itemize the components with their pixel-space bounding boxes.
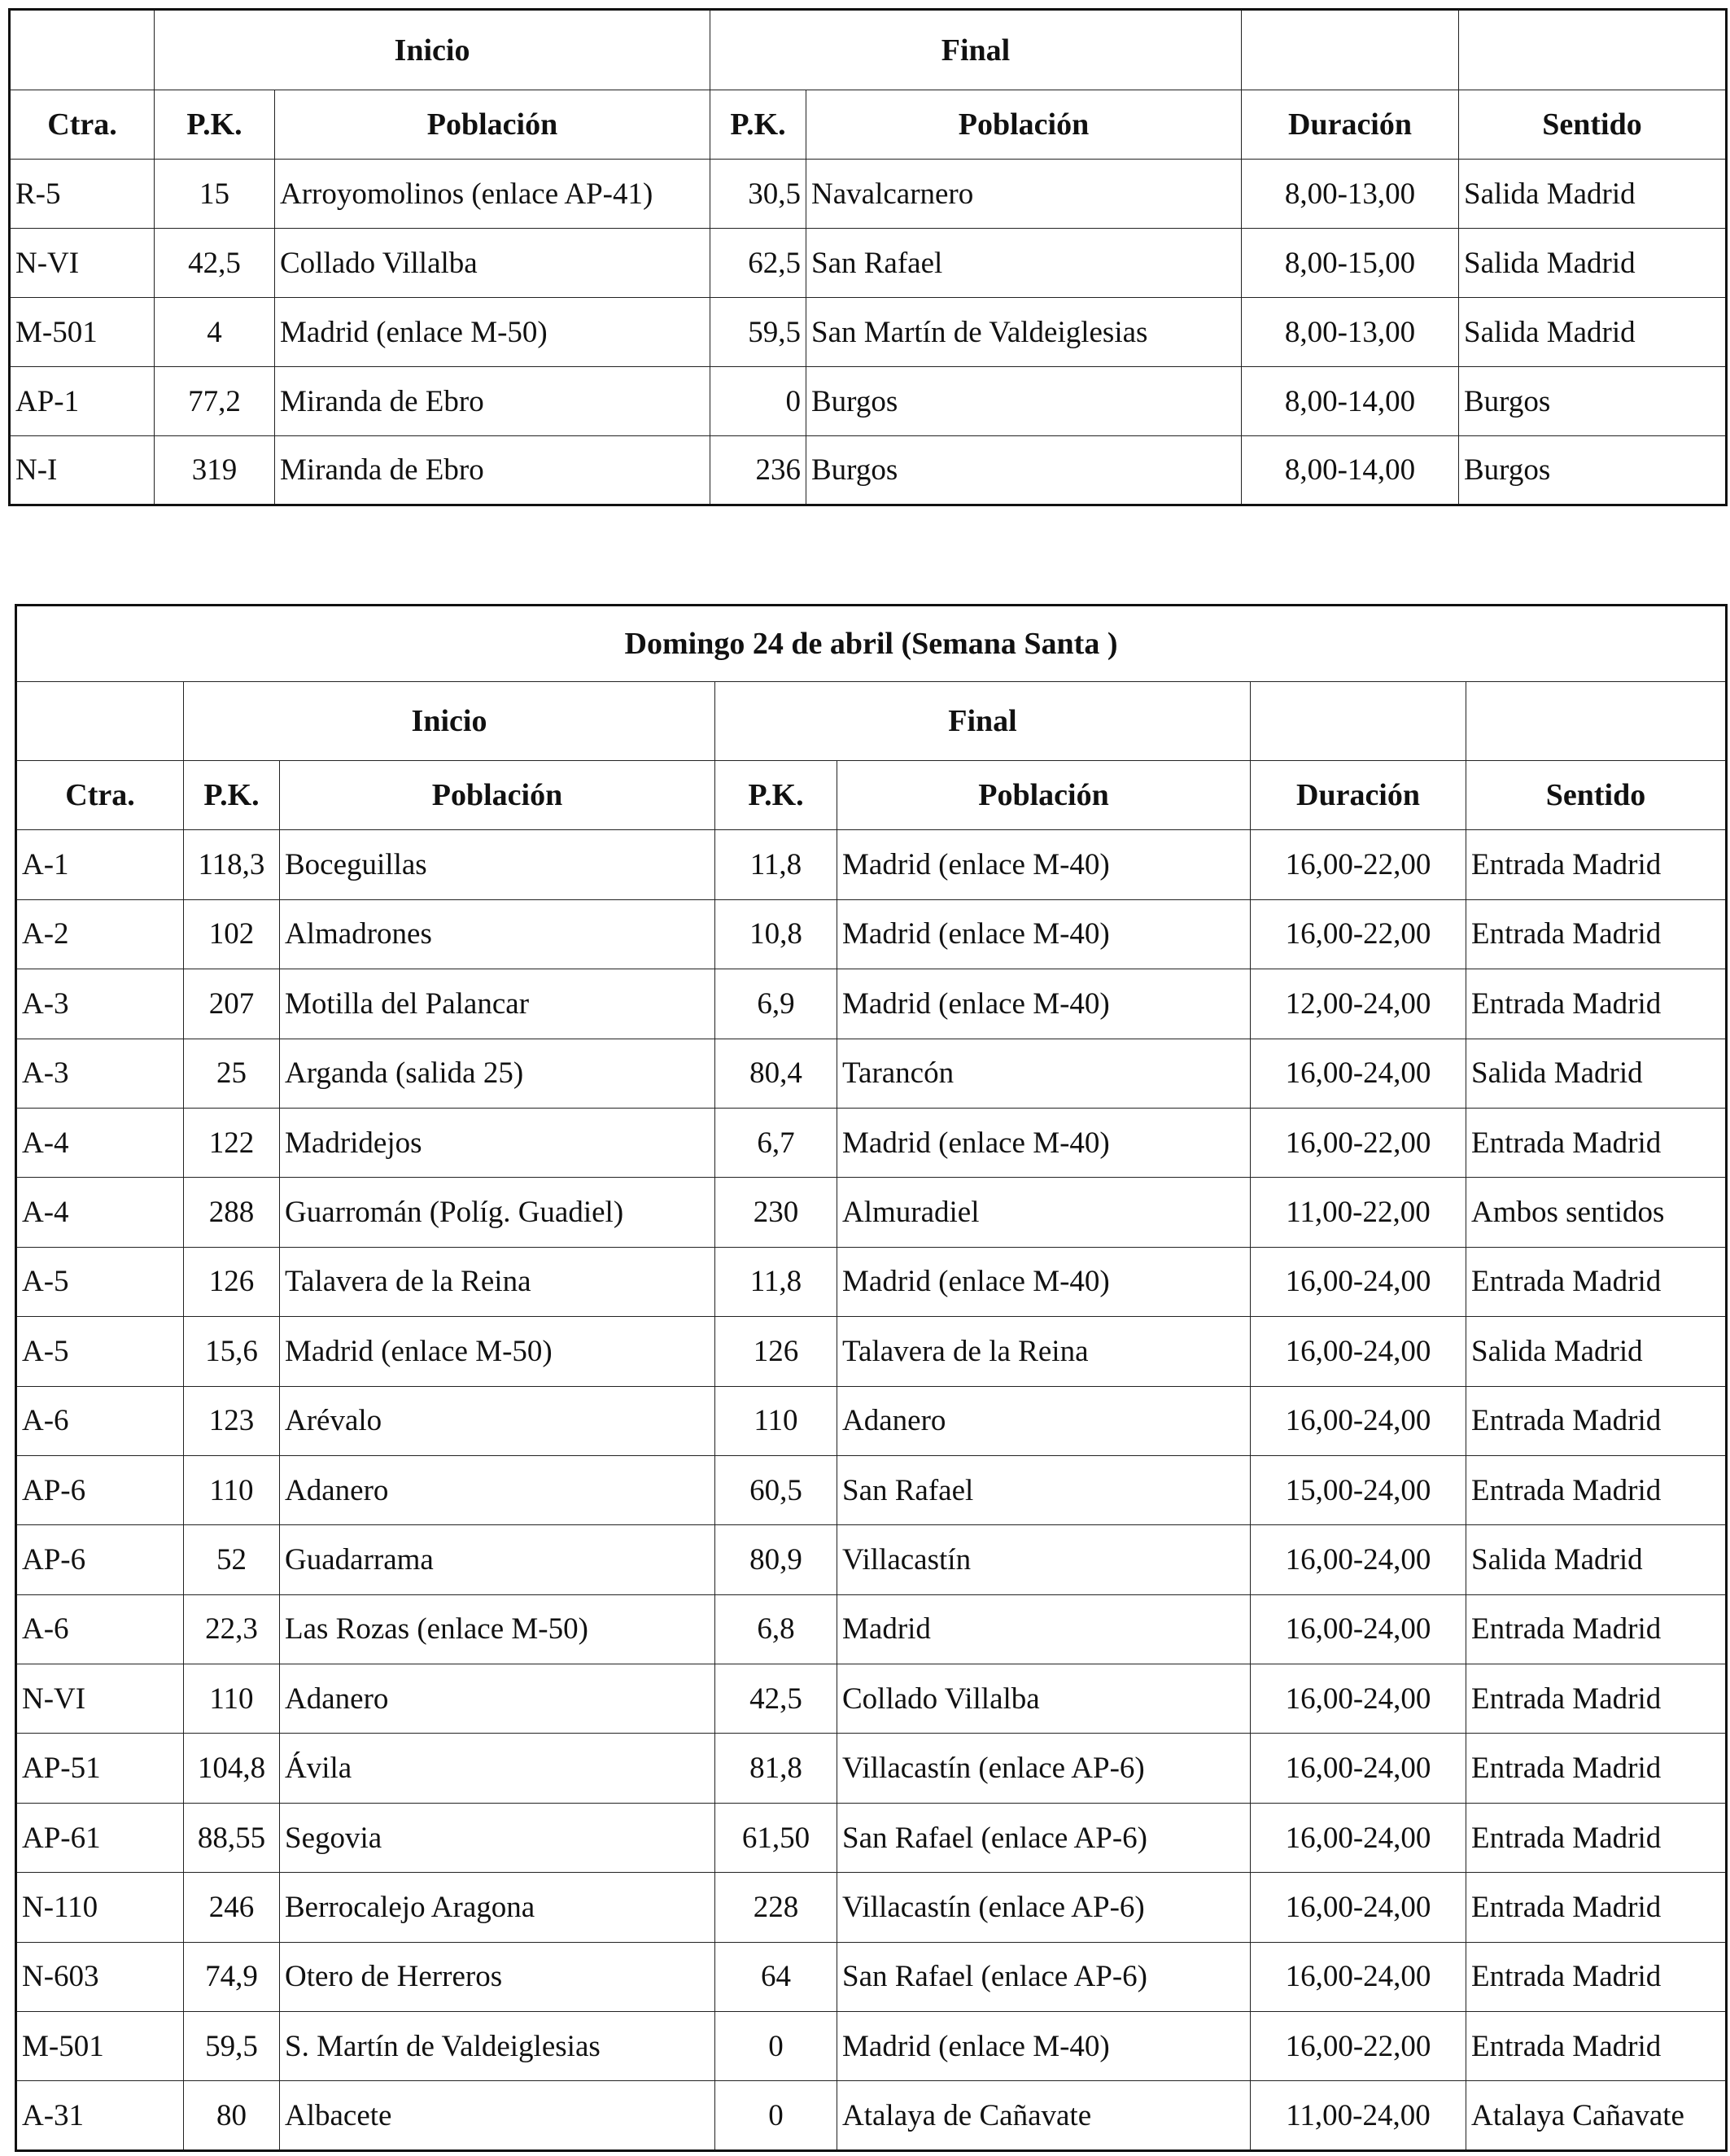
cell-pk-final: 228 (715, 1873, 837, 1942)
cell-duracion: 16,00-24,00 (1251, 1942, 1466, 2011)
cell-pk-final: 11,8 (715, 830, 837, 899)
cell-poblacion-final: Madrid (enlace M-40) (837, 1108, 1251, 1177)
empty-header-cell (16, 682, 184, 761)
cell-poblacion-final: Villacastín (enlace AP-6) (837, 1734, 1251, 1803)
column-header-sentido: Sentido (1466, 761, 1727, 830)
table-row (16, 1942, 1727, 2011)
cell-pk-inicio: 102 (184, 899, 280, 969)
cell-pk-final: 80,4 (715, 1039, 837, 1108)
cell-poblacion-inicio: S. Martín de Valdeiglesias (280, 2012, 715, 2081)
column-header-duracion: Duración (1242, 90, 1459, 160)
cell-pk-inicio: 74,9 (184, 1942, 280, 2011)
group-header-inicio: Inicio (155, 10, 710, 90)
table-title-row (16, 606, 1727, 682)
column-header-ctra: Ctra. (16, 761, 184, 830)
group-header-row (16, 682, 1727, 761)
cell-pk-final: 30,5 (710, 160, 806, 229)
table-row (16, 969, 1727, 1039)
column-header-row (16, 761, 1727, 830)
cell-ctra: AP-1 (10, 367, 155, 436)
cell-pk-inicio: 15,6 (184, 1317, 280, 1386)
empty-header-cell (1251, 682, 1466, 761)
cell-poblacion-inicio: Guarromán (Políg. Guadiel) (280, 1178, 715, 1247)
cell-poblacion-inicio: Adanero (280, 1664, 715, 1734)
table-2-body (16, 830, 1727, 2150)
table-title: Domingo 24 de abril (Semana Santa ) (16, 606, 1727, 682)
column-header-pk-inicio: P.K. (184, 761, 280, 830)
cell-poblacion-inicio: Miranda de Ebro (275, 436, 710, 505)
cell-pk-inicio: 288 (184, 1178, 280, 1247)
cell-duracion: 8,00-13,00 (1242, 160, 1459, 229)
cell-poblacion-final: San Rafael (837, 1455, 1251, 1524)
cell-sentido: Entrada Madrid (1466, 899, 1727, 969)
cell-pk-inicio: 118,3 (184, 830, 280, 899)
column-header-poblacion-final: Población (837, 761, 1251, 830)
cell-pk-inicio: 59,5 (184, 2012, 280, 2081)
cell-pk-final: 126 (715, 1317, 837, 1386)
cell-pk-inicio: 207 (184, 969, 280, 1039)
table-row (16, 1178, 1727, 1247)
empty-header-cell (1459, 10, 1727, 90)
cell-poblacion-inicio: Madridejos (280, 1108, 715, 1177)
cell-poblacion-final: Madrid (enlace M-40) (837, 1247, 1251, 1316)
cell-sentido: Salida Madrid (1459, 229, 1727, 298)
cell-ctra: A-31 (16, 2081, 184, 2150)
cell-poblacion-inicio: Almadrones (280, 899, 715, 969)
cell-pk-final: 0 (710, 367, 806, 436)
cell-duracion: 16,00-24,00 (1251, 1525, 1466, 1594)
table-row (10, 367, 1727, 436)
cell-pk-inicio: 42,5 (155, 229, 275, 298)
cell-ctra: A-3 (16, 1039, 184, 1108)
cell-pk-inicio: 88,55 (184, 1803, 280, 1872)
empty-header-cell (1242, 10, 1459, 90)
cell-sentido: Entrada Madrid (1466, 969, 1727, 1039)
cell-poblacion-final: Talavera de la Reina (837, 1317, 1251, 1386)
cell-poblacion-inicio: Las Rozas (enlace M-50) (280, 1594, 715, 1664)
cell-duracion: 16,00-24,00 (1251, 1664, 1466, 1734)
cell-ctra: M-501 (16, 2012, 184, 2081)
cell-duracion: 16,00-24,00 (1251, 1039, 1466, 1108)
cell-pk-inicio: 80 (184, 2081, 280, 2150)
cell-sentido: Entrada Madrid (1466, 1734, 1727, 1803)
cell-duracion: 8,00-14,00 (1242, 436, 1459, 505)
cell-ctra: N-VI (10, 229, 155, 298)
cell-poblacion-final: Tarancón (837, 1039, 1251, 1108)
cell-ctra: A-5 (16, 1247, 184, 1316)
cell-poblacion-inicio: Arroyomolinos (enlace AP-41) (275, 160, 710, 229)
cell-pk-inicio: 110 (184, 1455, 280, 1524)
cell-pk-final: 236 (710, 436, 806, 505)
column-header-poblacion-final: Población (806, 90, 1242, 160)
table-row (16, 1455, 1727, 1524)
table-row (16, 2081, 1727, 2150)
cell-duracion: 11,00-22,00 (1251, 1178, 1466, 1247)
column-header-poblacion-inicio: Población (275, 90, 710, 160)
cell-ctra: A-1 (16, 830, 184, 899)
cell-poblacion-inicio: Collado Villalba (275, 229, 710, 298)
cell-poblacion-inicio: Berrocalejo Aragona (280, 1873, 715, 1942)
cell-poblacion-inicio: Guadarrama (280, 1525, 715, 1594)
cell-poblacion-final: Madrid (enlace M-40) (837, 2012, 1251, 2081)
cell-pk-final: 80,9 (715, 1525, 837, 1594)
table-row (16, 2012, 1727, 2081)
cell-poblacion-final: Madrid (enlace M-40) (837, 899, 1251, 969)
cell-ctra: AP-61 (16, 1803, 184, 1872)
table-row (16, 1664, 1727, 1734)
cell-pk-inicio: 15 (155, 160, 275, 229)
cell-duracion: 16,00-24,00 (1251, 1317, 1466, 1386)
cell-pk-final: 59,5 (710, 298, 806, 367)
cell-poblacion-inicio: Adanero (280, 1455, 715, 1524)
cell-ctra: N-603 (16, 1942, 184, 2011)
cell-pk-final: 0 (715, 2081, 837, 2150)
cell-sentido: Salida Madrid (1466, 1317, 1727, 1386)
cell-poblacion-inicio: Arévalo (280, 1386, 715, 1455)
cell-poblacion-final: San Rafael (enlace AP-6) (837, 1942, 1251, 2011)
cell-sentido: Entrada Madrid (1466, 1803, 1727, 1872)
cell-sentido: Entrada Madrid (1466, 1386, 1727, 1455)
column-header-pk-inicio: P.K. (155, 90, 275, 160)
cell-ctra: AP-6 (16, 1455, 184, 1524)
cell-sentido: Ambos sentidos (1466, 1178, 1727, 1247)
table-row (10, 436, 1727, 505)
cell-pk-final: 64 (715, 1942, 837, 2011)
group-header-final: Final (710, 10, 1242, 90)
cell-poblacion-final: Navalcarnero (806, 160, 1242, 229)
cell-duracion: 11,00-24,00 (1251, 2081, 1466, 2150)
closures-table-2 (15, 604, 1728, 2152)
cell-poblacion-final: Adanero (837, 1386, 1251, 1455)
cell-ctra: A-4 (16, 1178, 184, 1247)
cell-duracion: 16,00-24,00 (1251, 1247, 1466, 1316)
cell-sentido: Salida Madrid (1459, 160, 1727, 229)
cell-poblacion-final: Atalaya de Cañavate (837, 2081, 1251, 2150)
cell-duracion: 16,00-24,00 (1251, 1803, 1466, 1872)
cell-sentido: Entrada Madrid (1466, 1594, 1727, 1664)
group-header-row (10, 10, 1727, 90)
cell-duracion: 16,00-24,00 (1251, 1386, 1466, 1455)
table-row (16, 830, 1727, 899)
table-row (16, 1525, 1727, 1594)
table-row (16, 1594, 1727, 1664)
cell-sentido: Entrada Madrid (1466, 1942, 1727, 2011)
table-row (16, 1317, 1727, 1386)
column-header-sentido: Sentido (1459, 90, 1727, 160)
cell-poblacion-final: Madrid (enlace M-40) (837, 969, 1251, 1039)
table-row (16, 1108, 1727, 1177)
cell-pk-final: 62,5 (710, 229, 806, 298)
cell-pk-final: 110 (715, 1386, 837, 1455)
cell-duracion: 16,00-24,00 (1251, 1734, 1466, 1803)
cell-poblacion-final: Almuradiel (837, 1178, 1251, 1247)
cell-pk-final: 11,8 (715, 1247, 837, 1316)
table-row (10, 298, 1727, 367)
column-header-pk-final: P.K. (710, 90, 806, 160)
cell-poblacion-final: Burgos (806, 367, 1242, 436)
closures-table-1 (8, 8, 1728, 506)
cell-ctra: A-6 (16, 1594, 184, 1664)
column-header-poblacion-inicio: Población (280, 761, 715, 830)
cell-poblacion-inicio: Segovia (280, 1803, 715, 1872)
cell-sentido: Salida Madrid (1466, 1039, 1727, 1108)
table-row (10, 160, 1727, 229)
cell-ctra: AP-6 (16, 1525, 184, 1594)
table-row (16, 1734, 1727, 1803)
cell-pk-inicio: 52 (184, 1525, 280, 1594)
cell-pk-final: 6,8 (715, 1594, 837, 1664)
empty-header-cell (1466, 682, 1727, 761)
cell-pk-final: 60,5 (715, 1455, 837, 1524)
cell-ctra: A-3 (16, 969, 184, 1039)
cell-poblacion-final: San Rafael (enlace AP-6) (837, 1803, 1251, 1872)
cell-ctra: N-VI (16, 1664, 184, 1734)
table-row (10, 229, 1727, 298)
cell-sentido: Salida Madrid (1466, 1525, 1727, 1594)
cell-pk-inicio: 77,2 (155, 367, 275, 436)
cell-pk-inicio: 319 (155, 436, 275, 505)
cell-pk-inicio: 110 (184, 1664, 280, 1734)
cell-pk-inicio: 126 (184, 1247, 280, 1316)
column-header-pk-final: P.K. (715, 761, 837, 830)
cell-pk-inicio: 25 (184, 1039, 280, 1108)
cell-duracion: 8,00-14,00 (1242, 367, 1459, 436)
cell-ctra: A-5 (16, 1317, 184, 1386)
cell-poblacion-inicio: Arganda (salida 25) (280, 1039, 715, 1108)
column-header-row (10, 90, 1727, 160)
column-header-ctra: Ctra. (10, 90, 155, 160)
cell-poblacion-final: Madrid (enlace M-40) (837, 830, 1251, 899)
cell-pk-inicio: 123 (184, 1386, 280, 1455)
cell-pk-final: 6,9 (715, 969, 837, 1039)
cell-pk-final: 42,5 (715, 1664, 837, 1734)
cell-sentido: Atalaya Cañavate (1466, 2081, 1727, 2150)
cell-pk-inicio: 4 (155, 298, 275, 367)
cell-ctra: R-5 (10, 160, 155, 229)
cell-poblacion-inicio: Motilla del Palancar (280, 969, 715, 1039)
cell-poblacion-inicio: Miranda de Ebro (275, 367, 710, 436)
cell-poblacion-inicio: Talavera de la Reina (280, 1247, 715, 1316)
cell-pk-final: 0 (715, 2012, 837, 2081)
cell-sentido: Entrada Madrid (1466, 1873, 1727, 1942)
cell-ctra: A-6 (16, 1386, 184, 1455)
cell-poblacion-inicio: Boceguillas (280, 830, 715, 899)
cell-poblacion-final: Villacastín (enlace AP-6) (837, 1873, 1251, 1942)
cell-poblacion-inicio: Otero de Herreros (280, 1942, 715, 2011)
table-row (16, 1039, 1727, 1108)
cell-duracion: 15,00-24,00 (1251, 1455, 1466, 1524)
cell-poblacion-final: Villacastín (837, 1525, 1251, 1594)
cell-poblacion-final: Burgos (806, 436, 1242, 505)
cell-pk-inicio: 22,3 (184, 1594, 280, 1664)
cell-duracion: 16,00-22,00 (1251, 1108, 1466, 1177)
table-row (16, 1386, 1727, 1455)
column-header-duracion: Duración (1251, 761, 1466, 830)
cell-ctra: M-501 (10, 298, 155, 367)
cell-pk-inicio: 246 (184, 1873, 280, 1942)
cell-sentido: Salida Madrid (1459, 298, 1727, 367)
table-row (16, 1803, 1727, 1872)
cell-poblacion-final: Collado Villalba (837, 1664, 1251, 1734)
cell-sentido: Entrada Madrid (1466, 830, 1727, 899)
cell-duracion: 16,00-22,00 (1251, 2012, 1466, 2081)
table-row (16, 1247, 1727, 1316)
cell-duracion: 16,00-22,00 (1251, 830, 1466, 899)
cell-duracion: 16,00-24,00 (1251, 1873, 1466, 1942)
cell-duracion: 8,00-13,00 (1242, 298, 1459, 367)
cell-poblacion-inicio: Albacete (280, 2081, 715, 2150)
cell-sentido: Entrada Madrid (1466, 1664, 1727, 1734)
table-1-body (10, 160, 1727, 505)
cell-duracion: 16,00-22,00 (1251, 899, 1466, 969)
cell-sentido: Entrada Madrid (1466, 1247, 1727, 1316)
table-row (16, 1873, 1727, 1942)
cell-poblacion-inicio: Madrid (enlace M-50) (275, 298, 710, 367)
cell-ctra: A-2 (16, 899, 184, 969)
cell-pk-final: 10,8 (715, 899, 837, 969)
cell-pk-final: 6,7 (715, 1108, 837, 1177)
cell-sentido: Entrada Madrid (1466, 1108, 1727, 1177)
cell-poblacion-final: Madrid (837, 1594, 1251, 1664)
group-header-final: Final (715, 682, 1251, 761)
cell-sentido: Entrada Madrid (1466, 1455, 1727, 1524)
cell-pk-final: 230 (715, 1178, 837, 1247)
cell-sentido: Entrada Madrid (1466, 2012, 1727, 2081)
cell-poblacion-final: San Rafael (806, 229, 1242, 298)
cell-poblacion-final: San Martín de Valdeiglesias (806, 298, 1242, 367)
cell-ctra: N-110 (16, 1873, 184, 1942)
cell-duracion: 12,00-24,00 (1251, 969, 1466, 1039)
cell-pk-final: 81,8 (715, 1734, 837, 1803)
cell-poblacion-inicio: Ávila (280, 1734, 715, 1803)
empty-header-cell (10, 10, 155, 90)
cell-sentido: Burgos (1459, 436, 1727, 505)
cell-duracion: 16,00-24,00 (1251, 1594, 1466, 1664)
group-header-inicio: Inicio (184, 682, 715, 761)
cell-duracion: 8,00-15,00 (1242, 229, 1459, 298)
cell-pk-inicio: 122 (184, 1108, 280, 1177)
cell-sentido: Burgos (1459, 367, 1727, 436)
cell-ctra: N-I (10, 436, 155, 505)
table-row (16, 899, 1727, 969)
cell-pk-final: 61,50 (715, 1803, 837, 1872)
cell-ctra: A-4 (16, 1108, 184, 1177)
cell-poblacion-inicio: Madrid (enlace M-50) (280, 1317, 715, 1386)
cell-pk-inicio: 104,8 (184, 1734, 280, 1803)
cell-ctra: AP-51 (16, 1734, 184, 1803)
